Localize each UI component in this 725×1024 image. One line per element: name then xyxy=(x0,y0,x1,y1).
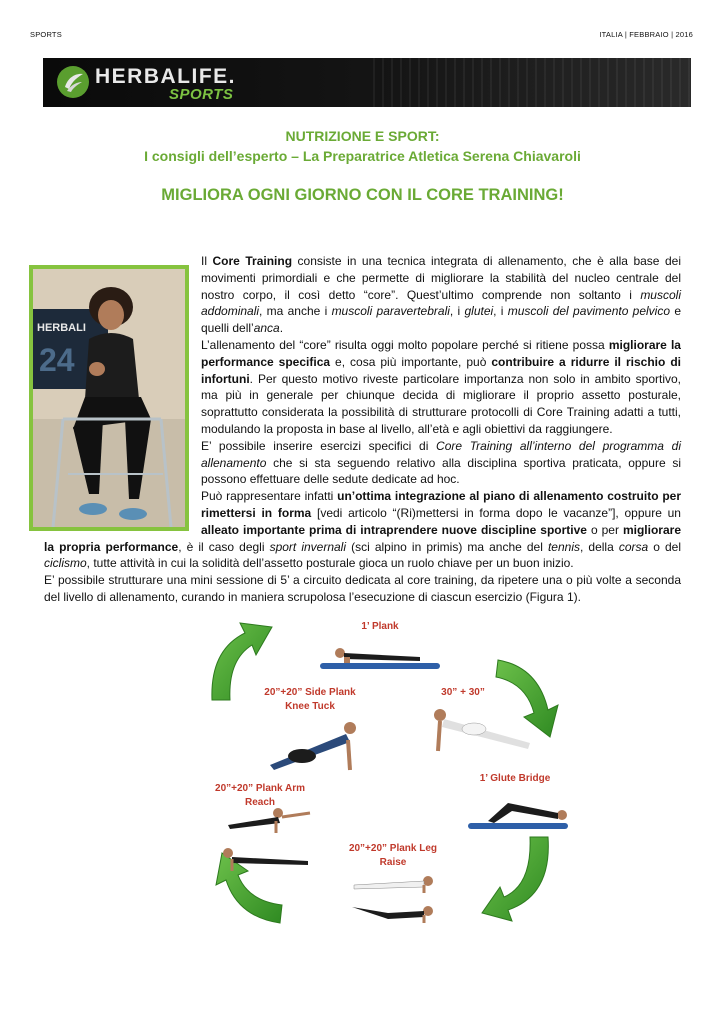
herbalife-banner xyxy=(43,58,691,107)
arrow-bottom-right-icon xyxy=(482,837,548,921)
subtitle: I consigli dell’esperto – La Preparatrice Atletica Serena Chiavaroli xyxy=(144,148,581,164)
paragraph-5: E’ possibile strutturare una mini sessione di 5’ a circuito dedicata al core training, da ripetere una o più volte a seconda del livello di allenamento, curando in maniera scrupolosa l’esecuzione di ciascun esercizio (Figura 1). xyxy=(44,573,681,604)
headline: MIGLIORA OGNI GIORNO CON IL CORE TRAINING! xyxy=(161,186,564,204)
label-plank-leg-2: Raise xyxy=(379,857,407,868)
plank-arm-figure-2 xyxy=(218,843,318,873)
figure-1-circuit xyxy=(190,605,570,935)
plank-figure xyxy=(330,645,430,665)
side-plank-right-figure xyxy=(430,705,540,755)
label-side-plank-1: 20”+20” Side Plank xyxy=(264,687,356,698)
brand-name: HERBALIFE. xyxy=(95,65,236,88)
glute-bridge-figure xyxy=(478,795,568,825)
label-plank: 1’ Plank xyxy=(361,621,399,632)
plank-leg-figure-2 xyxy=(348,901,438,925)
label-plank-arm-2: Reach xyxy=(244,797,275,808)
svg-text:24: 24 xyxy=(39,342,75,378)
kicker-title: NUTRIZIONE E SPORT: xyxy=(285,128,440,144)
label-thirty: 30” + 30” xyxy=(441,687,485,698)
label-plank-leg-1: 20”+20” Plank Leg xyxy=(348,843,438,854)
brand-sub: SPORTS xyxy=(169,86,234,103)
header-section: SPORTS xyxy=(30,30,62,39)
plank-leg-figure-1 xyxy=(348,871,438,895)
header-edition: ITALIA | FEBBRAIO | 2016 xyxy=(599,30,693,39)
plank-arm-figure-1 xyxy=(218,805,318,835)
herbalife-leaf-icon xyxy=(56,65,90,99)
side-plank-figure xyxy=(250,720,370,775)
paragraph-2: L’allenamento del “core” risulta oggi molto popolare perché si ritiene possa migliorare la performance specifica e, cosa più importante, può contribuire a ridurre il rischio di infortuni. Per questo motivo riveste particolare importanza non solo in ambito sportivo, ma più in generale per chiunque decida di migliorare il proprio assetto posturale, soprattutto considerata la possibilità di strutturare protocolli di Core Training adatti a tutti, modulando la proposta in base al livello, all’età e agli obiettivi da raggiungere. xyxy=(201,337,681,436)
paragraph-1: Il Core Training consiste in una tecnica integrata di allenamento, che è alla base dei movimenti primordiali e che permette di migliorare la stabilità del nucleo centrale del nostro corpo, il così detto “core”. Quest’ultimo comprende non soltanto i muscoli addominali, ma anche i muscoli paravertebrali, i glutei, i muscoli del pavimento pelvico e quelli dell’anca. xyxy=(201,254,681,336)
paragraph-3: E’ possibile inserire esercizi specifici di Core Training all’interno del programma di allenamento che si sta seguendo relativo alla disciplina sportiva praticata, oppure si possono effettuare delle sedute dedicate ad hoc. xyxy=(201,438,681,487)
label-glute: 1’ Glute Bridge xyxy=(479,773,551,784)
label-plank-arm-1: 20”+20” Plank Arm xyxy=(215,783,305,794)
label-side-plank-2: Knee Tuck xyxy=(285,701,335,712)
wall-brand-text: HERBALI xyxy=(37,322,86,334)
article-body xyxy=(44,253,681,606)
paragraph-4: Può rappresentare infatti un’ottima integrazione al piano di allenamento costruito per rimettersi in forma [vedi articolo “(Ri)mettersi in forma dopo le vacanze”], oppure un alleato importante prima di intraprendere nuove discipline sportive o per migliorare la propria performance, è il caso degli sport invernali (sci alpino in primis) ma anche del tennis, della corsa o del ciclismo, tutte attività in cui la solidità dell’assetto posturale gioca un ruolo chiave per un buon inizio. xyxy=(44,489,681,571)
